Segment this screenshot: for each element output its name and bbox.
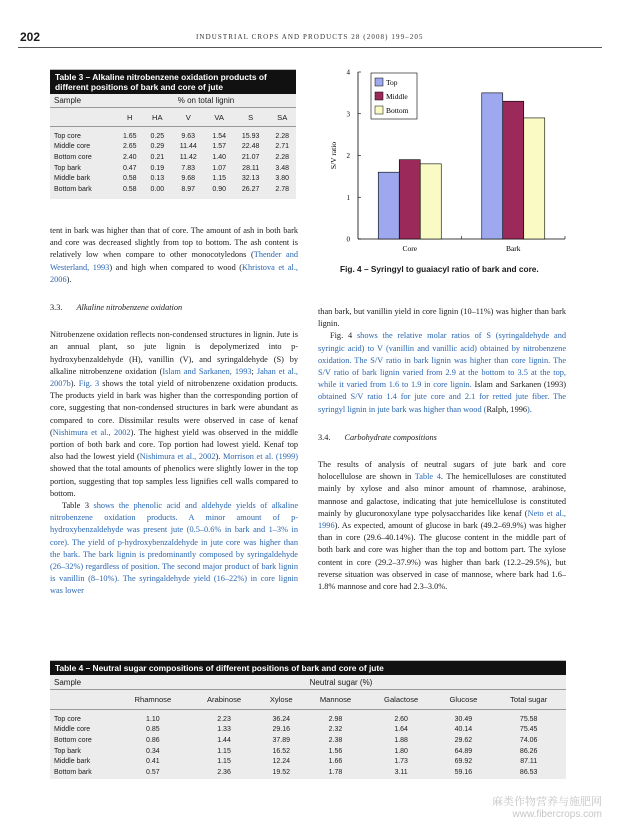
table-row [50, 735, 566, 746]
table-3-grid [50, 94, 296, 195]
table-cell: 21.07 [241, 153, 260, 161]
blank-header-cell [50, 108, 116, 127]
table-cell: 40.14 [454, 726, 473, 734]
body-text: Fig. 4 [330, 331, 353, 341]
table-cell: 2.60 [394, 715, 408, 723]
citation-link[interactable]: Thender and Westerland, 1993 [50, 250, 298, 272]
table-cell: 75.45 [519, 726, 538, 734]
table-cell: 29.62 [454, 736, 473, 744]
column-header: Total sugar [491, 690, 566, 710]
table-row [50, 767, 566, 778]
table-row [50, 184, 296, 195]
body-text: The results of analysis of neutral sugars of jute bark and core holocellulose are shown in [318, 460, 566, 482]
table-4-caption: Table 4 – Neutral sugar compositions of different positions of bark and core of jute [50, 661, 566, 675]
column-header: Rhamnose [116, 690, 190, 710]
group-header: % on total lignin [116, 94, 296, 108]
table-cell: 2.28 [275, 153, 289, 161]
section-title: Carbohydrate compositions [344, 432, 437, 442]
bar-bottom-bark [524, 118, 545, 239]
column-header: S [233, 108, 268, 127]
table-cell: 0.57 [146, 768, 160, 776]
table-cell: 2.28 [275, 132, 289, 140]
table-cell: 2.32 [328, 726, 343, 734]
table-cell: 0.85 [146, 726, 160, 734]
y-tick-label: 2 [346, 152, 350, 160]
section-3-3-heading [50, 302, 298, 314]
paragraph-carbohydrates [318, 459, 566, 593]
table-cell: 75.58 [519, 715, 538, 723]
table-cell: 1.73 [394, 758, 408, 766]
citation-link[interactable]: Islam and Sarkanen, 1993 [162, 366, 252, 376]
y-tick-label: 4 [346, 68, 350, 77]
paragraph-sv-ratio [318, 330, 566, 415]
table-cell: 1.54 [212, 132, 226, 140]
table-cell: 19.52 [272, 768, 290, 776]
table-cell: 22.48 [241, 143, 260, 151]
table-cell: 9.68 [181, 175, 196, 183]
table-row [50, 131, 296, 142]
column-header: VA [205, 108, 233, 127]
row-label: Top bark [54, 747, 81, 755]
table-cell: 0.00 [150, 185, 165, 193]
body-text: tent in bark was higher than that of core. The amount of ash in both bark and core was decreased slightly from top to bottom. The ash content is relatively low when compare to other monocotyledons ( [50, 226, 298, 260]
table-3-caption: Table 3 – Alkaline nitrobenzene oxidation products of different positions of bark and core of jute [50, 70, 296, 94]
table-cell: 1.15 [217, 758, 231, 766]
paragraph-ash-content [50, 225, 298, 286]
table-cell: 1.33 [217, 726, 231, 734]
row-label: Bottom bark [54, 185, 92, 193]
row-label: Top core [54, 715, 81, 723]
citation-link[interactable]: Morrison et al. (1999) [222, 452, 298, 462]
table-cell: 1.15 [212, 175, 226, 183]
citation-link[interactable]: Fig. 3 [78, 379, 100, 389]
table-cell: 28.11 [242, 164, 260, 172]
table-row [50, 163, 296, 174]
table-cell: 1.88 [394, 736, 408, 744]
table-cell: 0.47 [122, 164, 137, 172]
body-text: . The hemicelluloses are constituted mainly by xylose and also minor amount of rhamnose, arabinose, mannose and galactose, indicating that jute hemicellulose is constituted mainly by glucuronoxylane type polysaccharides like kenaf ( [318, 472, 566, 518]
figure-4 [320, 62, 575, 262]
column-header: SA [268, 108, 296, 127]
paragraph-vanillin: than bark, but vanillin yield in core lignin (10–11%) was higher than bark lignin. [318, 307, 566, 329]
column-header: V [171, 108, 205, 127]
table-row [50, 152, 296, 163]
watermark-cn: 麻类作物营养与施肥网 [492, 796, 602, 808]
table-cell: 2.78 [275, 185, 289, 193]
table-cell: 59.16 [454, 768, 473, 776]
table-cell: 11.42 [179, 153, 197, 161]
table-cell: 1.07 [212, 164, 226, 172]
table-cell: 2.71 [275, 143, 289, 151]
legend-swatch [375, 106, 383, 114]
table-row [50, 142, 296, 153]
table-cell: 26.27 [241, 185, 260, 193]
paragraph-nitrobenzene [50, 329, 298, 500]
bar-top-bark [482, 93, 503, 239]
body-text: Nitrobenzene oxidation reflects non-condensed structures in lignin. Jute is an annual plant, so jute lignin is depolymerized into p-hydroxybenzaldehyde (H), vanillin (V), and syringaldehyde (S) by alkaline nitrobenzene oxidation ( [50, 330, 298, 376]
paragraph-table3-discussion [50, 500, 298, 598]
body-text: ). The highest yield was observed in the middle portion of both bark and core. Top portion had lowest yield. Kenaf top also had the lowest yield ( [50, 427, 298, 462]
table-cell: 0.21 [150, 153, 165, 161]
row-label: Top bark [54, 164, 81, 172]
citation-link[interactable]: Nishimura et al., 2002 [139, 452, 216, 462]
column-header: HA [144, 108, 172, 127]
table-4 [50, 660, 566, 779]
table-cell: 0.41 [146, 758, 160, 766]
body-text: Islam and Sarkanen (1993) [474, 380, 566, 390]
x-tick-label: Core [402, 244, 418, 253]
table-cell: 0.58 [122, 175, 137, 183]
legend-label: Middle [386, 92, 408, 101]
table-cell: 1.66 [328, 758, 343, 766]
body-text: ). As expected, amount of glucose in bark (49.2–69.9%) was higher than in core (29.6–40.14%). The glucose content in the middle part of both bark and core was higher than the top and bottom part. The xylose content in core (29.2–37.9%) was higher than bark (12.2–29.5%), but reverse situation was observed in case of mannose, where bark had 1.6–1.8% mannose and core had 2.3–3.0%. [318, 521, 566, 592]
row-label: Middle bark [54, 175, 91, 183]
legend-swatch [375, 92, 383, 100]
bar-top-core [378, 172, 399, 239]
table-cell: 8.97 [181, 185, 196, 193]
table-cell: 16.52 [272, 747, 290, 755]
bar-middle-bark [503, 101, 524, 239]
citation-link[interactable]: Table 4 [414, 472, 441, 482]
row-label: Bottom core [54, 153, 92, 161]
table-cell: 1.44 [217, 736, 231, 744]
table-cell: 0.34 [146, 747, 160, 755]
table-cell: 1.10 [146, 715, 160, 723]
table-cell: 0.19 [150, 164, 165, 172]
table-row [50, 756, 566, 767]
bar-middle-core [399, 160, 420, 239]
table-cell: 87.11 [520, 758, 538, 766]
table-cell: 0.90 [212, 185, 226, 193]
table-row [50, 725, 566, 736]
table-cell: 1.57 [212, 143, 226, 151]
column-header: Galactose [367, 690, 436, 710]
table-cell: 15.93 [241, 132, 260, 140]
row-label: Middle core [54, 726, 91, 734]
table-cell: 0.86 [146, 736, 160, 744]
sample-header: Sample [50, 94, 116, 108]
table-cell: 1.64 [394, 726, 408, 734]
column-header: Glucose [435, 690, 491, 710]
row-label: Top core [54, 132, 81, 140]
citation-link[interactable]: Jahan et al., 2007b [50, 366, 298, 389]
right-column [318, 306, 566, 593]
table-cell: 1.80 [394, 747, 408, 755]
table-cell: 0.29 [150, 143, 165, 151]
table-cell: 3.80 [275, 175, 289, 183]
table-cell: 1.15 [217, 747, 231, 755]
body-text: ). [215, 452, 223, 462]
row-label: Middle bark [54, 758, 91, 766]
table-cell: 3.48 [275, 164, 289, 172]
y-tick-label: 1 [346, 193, 350, 202]
table-cell: 69.92 [454, 758, 473, 766]
section-3-4-heading [318, 432, 566, 444]
x-tick-label: Bark [505, 244, 521, 253]
body-text: ) and high when compared to wood ( [109, 262, 243, 272]
table-row [50, 173, 296, 184]
row-label: Bottom core [54, 736, 92, 744]
y-tick-label: 0 [346, 235, 350, 244]
table-cell: 36.24 [272, 715, 290, 723]
table-cell: 30.49 [454, 715, 473, 723]
table-4-grid [50, 675, 566, 778]
table-cell: 2.23 [217, 715, 231, 723]
column-header: H [116, 108, 144, 127]
table-cell: 3.11 [394, 768, 408, 776]
section-title: Alkaline nitrobenzene oxidation [76, 303, 183, 313]
sv-ratio-chart [320, 62, 575, 262]
table-cell: 86.53 [519, 768, 538, 776]
column-header: Mannose [304, 690, 367, 710]
table-row [50, 714, 566, 725]
watermark [492, 793, 602, 820]
section-number: 3.4. [318, 432, 331, 442]
citation-link[interactable]: obtained S/V ratio 1.4 for jute core and 2.1 for retted jute fiber. The syringyl lignin in jute bark was higher than wood ( [318, 392, 566, 414]
bar-bottom-core [420, 164, 441, 239]
watermark-url: www.fibercrops.com [512, 809, 602, 820]
body-text: ). [66, 274, 72, 284]
legend-swatch [375, 78, 383, 86]
y-tick-label: 3 [346, 110, 350, 119]
citation-link[interactable]: Nishimura et al., 2002 [52, 427, 131, 437]
body-text: Table 3 [62, 501, 89, 511]
citation-link[interactable]: ). [527, 404, 532, 414]
table-cell: 1.78 [328, 768, 343, 776]
table-cell: 11.44 [179, 143, 197, 151]
row-label: Bottom bark [54, 768, 92, 776]
table-3 [50, 69, 296, 199]
table-cell: 2.36 [217, 768, 231, 776]
running-header: INDUSTRIAL CROPS AND PRODUCTS 28 (2008) 199–205 [196, 33, 424, 41]
table-cell: 12.24 [272, 758, 290, 766]
figure-4-caption: Fig. 4 – Syringyl to guaiacyl ratio of bark and core. [340, 264, 539, 274]
table-cell: 7.83 [181, 164, 196, 172]
body-text: ; [251, 366, 257, 376]
table-cell: 86.26 [519, 747, 538, 755]
citation-link[interactable]: Khristova et al., 2006 [50, 262, 298, 284]
table-row [50, 746, 566, 757]
table-cell: 0.25 [150, 132, 165, 140]
legend-label: Top [386, 78, 398, 87]
group-header: Neutral sugar (%) [116, 675, 566, 690]
sample-header: Sample [50, 675, 116, 690]
left-column [50, 225, 298, 598]
blank-header-cell [50, 690, 116, 710]
table-cell: 0.13 [150, 175, 165, 183]
table-cell: 9.63 [181, 132, 196, 140]
table-cell: 1.40 [212, 153, 226, 161]
page-number: 202 [20, 30, 41, 44]
column-header: Arabinose [190, 690, 259, 710]
table-cell: 37.89 [272, 736, 290, 744]
citation-link[interactable]: shows the relative molar ratios of S (syringaldehyde and syringic acid) to V (vanillin and vanillic acid) obtained by nitrobenzene oxidation. The S/V ratio in bark lignin was higher than core lignin. The S/V ratio of bark lignin varied from 2.9 at the bottom to 3.5 at the top, while it varied from 1.6 to 1.9 in core lignin. [318, 331, 567, 390]
y-axis-label: S/V ratio [329, 141, 338, 170]
table-cell: 2.98 [328, 715, 343, 723]
table-cell: 29.16 [272, 726, 290, 734]
table-cell: 32.13 [241, 175, 260, 183]
legend-label: Bottom [386, 106, 409, 115]
header-rule [18, 47, 602, 48]
row-label: Middle core [54, 143, 91, 151]
table-cell: 1.65 [122, 132, 137, 140]
table-cell: 0.58 [122, 185, 137, 193]
table-cell: 1.56 [328, 747, 343, 755]
body-text: showed that the total amounts of phenolics were slightly lower in the top portion, suggesting that top samples less lignifies cell walls compared to bottom. [50, 464, 298, 498]
body-text: shows the total yield of nitrobenzene oxidation products. The products yield in bark was higher than the corresponding portion of core, suggesting that non-condensed structures in bark were abundant as compared to core. Dissimilar results were observed in case of kenaf ( [50, 379, 298, 437]
citation-link[interactable]: shows the phenolic acid and aldehyde yields of alkaline nitrobenzene oxidation products. A minor amount of p-hydroxybenzaldehyde was present jute (0.5–0.6% in bark and 1–3% in core). The yield of p-hydroxybenzaldehyde in jute core was higher than the bark. The bark lignin is predominantly composed by syringaldehyde (26–32%) regardless of position. The second major product of bark lignin is vanillin (8–10%). The syringaldehyde yield (16–22%) in core lignin was lower [50, 501, 299, 596]
citation-link[interactable]: Neto et al., 1996 [318, 508, 566, 531]
table-cell: 74.06 [519, 736, 538, 744]
column-header: Xylose [258, 690, 304, 710]
body-text: Ralph, 1996 [486, 404, 528, 414]
table-cell: 64.89 [454, 747, 473, 755]
body-text: ). [70, 379, 79, 389]
table-cell: 2.40 [122, 153, 137, 161]
table-cell: 2.65 [122, 143, 137, 151]
table-cell: 2.38 [328, 736, 343, 744]
section-number: 3.3. [50, 303, 63, 313]
